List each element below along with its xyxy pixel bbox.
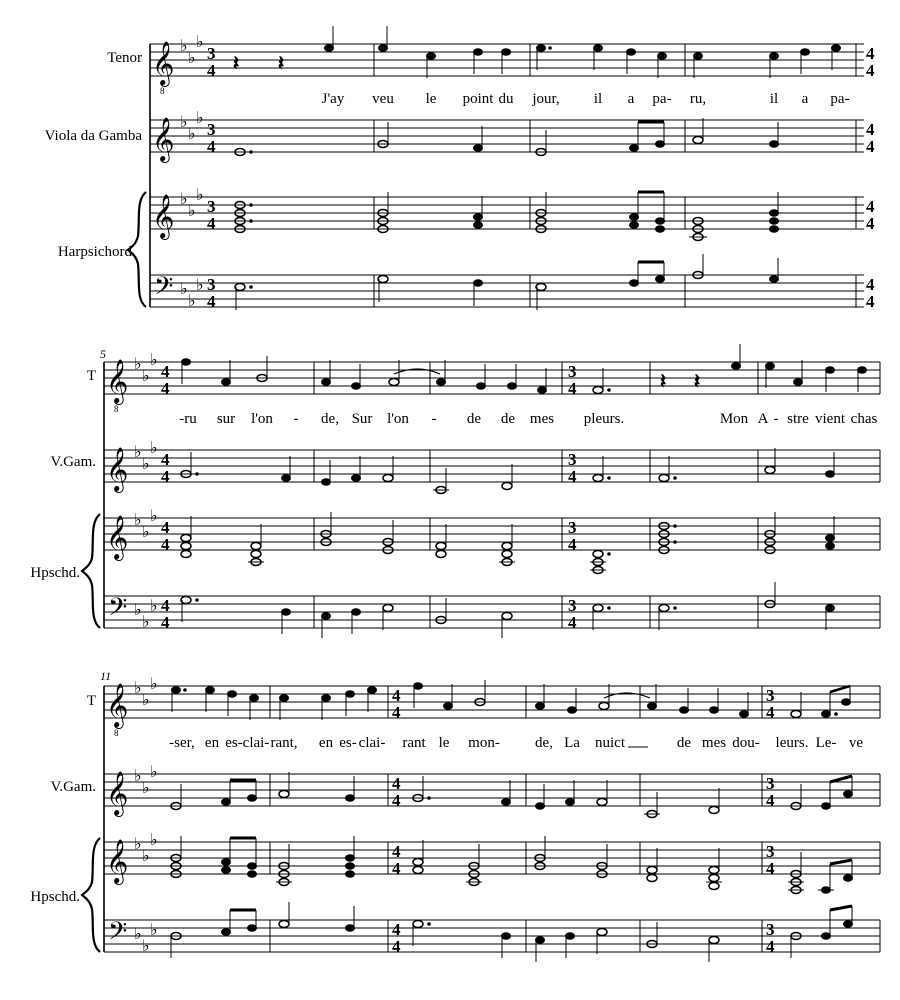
time-signature-den: 4 xyxy=(207,137,216,156)
harpsichord-label: Harpsichord xyxy=(57,244,132,260)
viola-staff xyxy=(104,450,880,482)
lyric-syllable: pa- xyxy=(652,91,672,107)
flat-icon: ♭ xyxy=(150,920,158,939)
flat-icon: ♭ xyxy=(150,438,158,457)
flat-icon: ♭ xyxy=(180,112,188,131)
system-3 xyxy=(30,669,880,962)
harpsichord-lh-staff xyxy=(104,920,880,952)
lyric-syllable: il xyxy=(593,91,603,107)
treble-8-clef-icon: 𝄞 xyxy=(106,359,129,403)
lyric-syllable: -ser, xyxy=(169,735,195,751)
viola-notes xyxy=(181,448,880,494)
lyric-syllable: vient xyxy=(815,411,845,427)
treble-clef-icon: 𝄞 xyxy=(106,771,129,815)
lyric-syllable: A xyxy=(757,411,769,427)
time-signature-den: 4 xyxy=(568,467,577,486)
lyric-syllable: de xyxy=(676,735,692,751)
flat-icon: ♭ xyxy=(180,36,188,55)
treble-clef-icon: 𝄞 xyxy=(152,194,175,238)
time-signature-num: 4 xyxy=(866,275,875,294)
time-signature-den: 4 xyxy=(568,613,577,632)
lyric-syllable: dou- xyxy=(732,735,760,751)
treble-8-clef-icon: 𝄞 xyxy=(152,41,175,85)
flat-icon: ♭ xyxy=(142,522,150,541)
lyric-syllable: du xyxy=(498,91,514,107)
lyric-syllable: en xyxy=(318,735,334,751)
lyric-syllable: point xyxy=(462,91,494,107)
time-signature-den: 4 xyxy=(207,214,216,233)
system-1 xyxy=(45,26,875,311)
time-signature-den: 4 xyxy=(866,61,875,80)
lyric-syllable: - xyxy=(773,411,779,427)
treble-clef-icon: 𝄞 xyxy=(106,839,129,883)
time-signature-num: 3 xyxy=(568,362,577,381)
time-signature-den: 4 xyxy=(568,535,577,554)
lyric-syllable: mon- xyxy=(468,735,500,751)
time-signature-num: 3 xyxy=(207,44,216,63)
flat-icon: ♭ xyxy=(142,454,150,473)
lyric-syllable: de xyxy=(500,411,516,427)
harpsichord-lh-staff xyxy=(104,596,880,628)
time-signature-num: 4 xyxy=(161,450,170,469)
lyric-syllable: es- xyxy=(225,735,243,751)
time-signature-num: 3 xyxy=(766,920,775,939)
lyric-syllable: Mon xyxy=(719,411,749,427)
system-2 xyxy=(30,344,880,638)
treble-clef-icon: 𝄞 xyxy=(106,515,129,559)
time-signature-den: 4 xyxy=(866,292,875,311)
time-signature-num: 4 xyxy=(866,120,875,139)
time-signature-num: 4 xyxy=(161,518,170,537)
time-signature-den: 4 xyxy=(766,791,775,810)
flat-icon: ♭ xyxy=(150,596,158,615)
lyric-syllable: en xyxy=(204,735,220,751)
time-signature-den: 4 xyxy=(161,467,170,486)
flat-icon: ♭ xyxy=(188,291,196,310)
tenor-short-label: T xyxy=(86,368,96,384)
harpsichord-rh-staff xyxy=(104,518,880,550)
viola-staff xyxy=(104,774,880,806)
time-signature-num: 3 xyxy=(766,686,775,705)
lyric-syllable: leurs. xyxy=(775,735,809,751)
lyric-syllable: J'ay xyxy=(321,91,345,107)
lyric-syllable: rant, xyxy=(270,735,298,751)
octave-8-marker: 8 xyxy=(114,728,119,738)
flat-icon: ♭ xyxy=(134,354,142,373)
lyric-syllable: l'on xyxy=(251,411,273,427)
lyric-syllable: stre xyxy=(787,411,809,427)
time-signature-den: 4 xyxy=(207,61,216,80)
quarter-rest-icon: 𝄽 xyxy=(660,369,667,393)
flat-icon: ♭ xyxy=(196,32,204,51)
lyric-syllable: rant xyxy=(402,735,426,751)
viola-short-label: V.Gam. xyxy=(50,779,96,795)
flat-icon: ♭ xyxy=(134,834,142,853)
time-signature-den: 4 xyxy=(207,292,216,311)
quarter-rest-icon: 𝄽 xyxy=(278,51,285,75)
time-signature-num: 4 xyxy=(161,596,170,615)
time-signature-den: 4 xyxy=(161,379,170,398)
flat-icon: ♭ xyxy=(150,506,158,525)
lyric-syllable: es- xyxy=(339,735,357,751)
harpsichord-lh-notes xyxy=(235,254,856,310)
lyric-syllable: ve xyxy=(848,735,864,751)
flat-icon: ♭ xyxy=(196,185,204,204)
time-signature-num: 4 xyxy=(866,197,875,216)
time-signature-num: 3 xyxy=(766,774,775,793)
flat-icon: ♭ xyxy=(150,830,158,849)
time-signature-den: 4 xyxy=(392,937,401,956)
flat-icon: ♭ xyxy=(134,442,142,461)
tenor-notes xyxy=(593,344,880,394)
flat-icon: ♭ xyxy=(188,201,196,220)
flat-icon: ♭ xyxy=(150,350,158,369)
octave-8-marker: 8 xyxy=(160,86,165,96)
quarter-rest-icon: 𝄽 xyxy=(694,369,701,393)
lyric-syllable: veu xyxy=(372,91,394,107)
quarter-rest-icon: 𝄽 xyxy=(233,51,240,75)
lyric-syllable: pleurs. xyxy=(583,411,625,427)
lyric-syllable: mes xyxy=(701,735,727,751)
time-signature-num: 3 xyxy=(568,518,577,537)
lyric-syllable: ru, xyxy=(689,91,707,107)
bass-clef-icon: 𝄢 xyxy=(108,593,128,628)
harpsichord-rh-notes xyxy=(235,192,856,241)
treble-clef-icon: 𝄞 xyxy=(152,117,175,161)
flat-icon: ♭ xyxy=(134,678,142,697)
lyric-syllable: de, xyxy=(535,735,553,751)
flat-icon: ♭ xyxy=(142,846,150,865)
bass-clef-icon: 𝄢 xyxy=(108,917,128,952)
lyric-syllable: chas xyxy=(850,411,878,427)
time-signature-num: 4 xyxy=(392,920,401,939)
flat-icon: ♭ xyxy=(196,108,204,127)
flat-icon: ♭ xyxy=(150,674,158,693)
time-signature-num: 3 xyxy=(207,197,216,216)
lyrics-line-3 xyxy=(169,735,863,751)
flat-icon: ♭ xyxy=(134,600,142,619)
harpsichord-brace xyxy=(82,514,100,628)
flat-icon: ♭ xyxy=(188,48,196,67)
tenor-staff xyxy=(104,362,880,394)
octave-8-marker: 8 xyxy=(114,404,119,414)
lyric-syllable: a xyxy=(627,91,635,107)
lyric-syllable: - xyxy=(293,411,299,427)
lyrics-line-2 xyxy=(179,411,877,427)
lyric-syllable: mes xyxy=(529,411,555,427)
lyric-syllable: clai- xyxy=(358,735,386,751)
flat-icon: ♭ xyxy=(134,924,142,943)
time-signature-num: 4 xyxy=(392,686,401,705)
lyrics-line-1 xyxy=(322,91,850,107)
flat-icon: ♭ xyxy=(142,690,150,709)
flat-icon: ♭ xyxy=(150,762,158,781)
lyric-syllable: pa- xyxy=(830,91,850,107)
flat-icon: ♭ xyxy=(142,936,150,955)
flat-icon: ♭ xyxy=(134,766,142,785)
lyric-syllable: de xyxy=(466,411,482,427)
flat-icon: ♭ xyxy=(142,778,150,797)
flat-icon: ♭ xyxy=(142,366,150,385)
harpsichord-brace xyxy=(82,838,100,952)
tenor-staff xyxy=(104,686,880,718)
flat-icon: ♭ xyxy=(180,279,188,298)
time-signature-den: 4 xyxy=(392,859,401,878)
lyric-syllable: clai- xyxy=(242,735,270,751)
time-signature-den: 4 xyxy=(866,214,875,233)
time-signature-num: 4 xyxy=(866,44,875,63)
time-signature-num: 3 xyxy=(207,275,216,294)
lyric-syllable: Le- xyxy=(815,735,837,751)
time-signature-den: 4 xyxy=(161,613,170,632)
time-signature-num: 3 xyxy=(568,596,577,615)
flat-icon: ♭ xyxy=(142,612,150,631)
time-signature-den: 4 xyxy=(766,859,775,878)
lyric-syllable: jour, xyxy=(532,91,560,107)
measure-number: 11 xyxy=(100,669,112,683)
lyric-syllable: de, xyxy=(321,411,339,427)
harpsichord-rh-notes xyxy=(181,512,880,574)
treble-clef-icon: 𝄞 xyxy=(106,447,129,491)
lyric-syllable: le xyxy=(425,91,437,107)
treble-8-clef-icon: 𝄞 xyxy=(106,683,129,727)
time-signature-den: 4 xyxy=(766,703,775,722)
viola-notes xyxy=(235,118,856,156)
lyric-syllable: nuict xyxy=(595,735,625,751)
harpsichord-short-label: Hpschd. xyxy=(30,565,80,581)
time-signature-num: 4 xyxy=(392,774,401,793)
time-signature-den: 4 xyxy=(866,137,875,156)
time-signature-num: 3 xyxy=(207,120,216,139)
time-signature-num: 4 xyxy=(161,362,170,381)
flat-icon: ♭ xyxy=(180,189,188,208)
lyric-syllable: La xyxy=(564,735,580,751)
harpsichord-rh-staff xyxy=(150,197,864,229)
flat-icon: ♭ xyxy=(134,510,142,529)
lyric-syllable: l'on xyxy=(387,411,409,427)
time-signature-num: 3 xyxy=(568,450,577,469)
harpsichord-lh-notes xyxy=(181,582,880,638)
lyric-syllable: Sur xyxy=(351,411,373,427)
time-signature-den: 4 xyxy=(766,937,775,956)
measure-number: 5 xyxy=(100,347,106,361)
time-signature-den: 4 xyxy=(392,703,401,722)
tenor-short-label: T xyxy=(86,693,96,709)
time-signature-num: 3 xyxy=(766,842,775,861)
flat-icon: ♭ xyxy=(188,124,196,143)
lyric-syllable: sur xyxy=(216,411,236,427)
tenor-label: Tenor xyxy=(107,50,142,66)
lyric-syllable: il xyxy=(769,91,779,107)
time-signature-num: 4 xyxy=(392,842,401,861)
bass-clef-icon: 𝄢 xyxy=(154,272,174,307)
lyric-syllable: a xyxy=(801,91,809,107)
flat-icon: ♭ xyxy=(196,275,204,294)
viola-short-label: V.Gam. xyxy=(50,454,96,470)
lyric-syllable: -ru xyxy=(179,411,197,427)
harpsichord-short-label: Hpschd. xyxy=(30,889,80,905)
time-signature-den: 4 xyxy=(568,379,577,398)
lyric-syllable: le xyxy=(438,735,450,751)
time-signature-den: 4 xyxy=(392,791,401,810)
lyric-syllable: - xyxy=(431,411,437,427)
harpsichord-lh-staff xyxy=(150,275,864,307)
viola-staff xyxy=(150,120,864,152)
harpsichord-rh-staff xyxy=(104,842,880,874)
time-signature-den: 4 xyxy=(161,535,170,554)
viola-label: Viola da Gamba xyxy=(44,128,142,144)
